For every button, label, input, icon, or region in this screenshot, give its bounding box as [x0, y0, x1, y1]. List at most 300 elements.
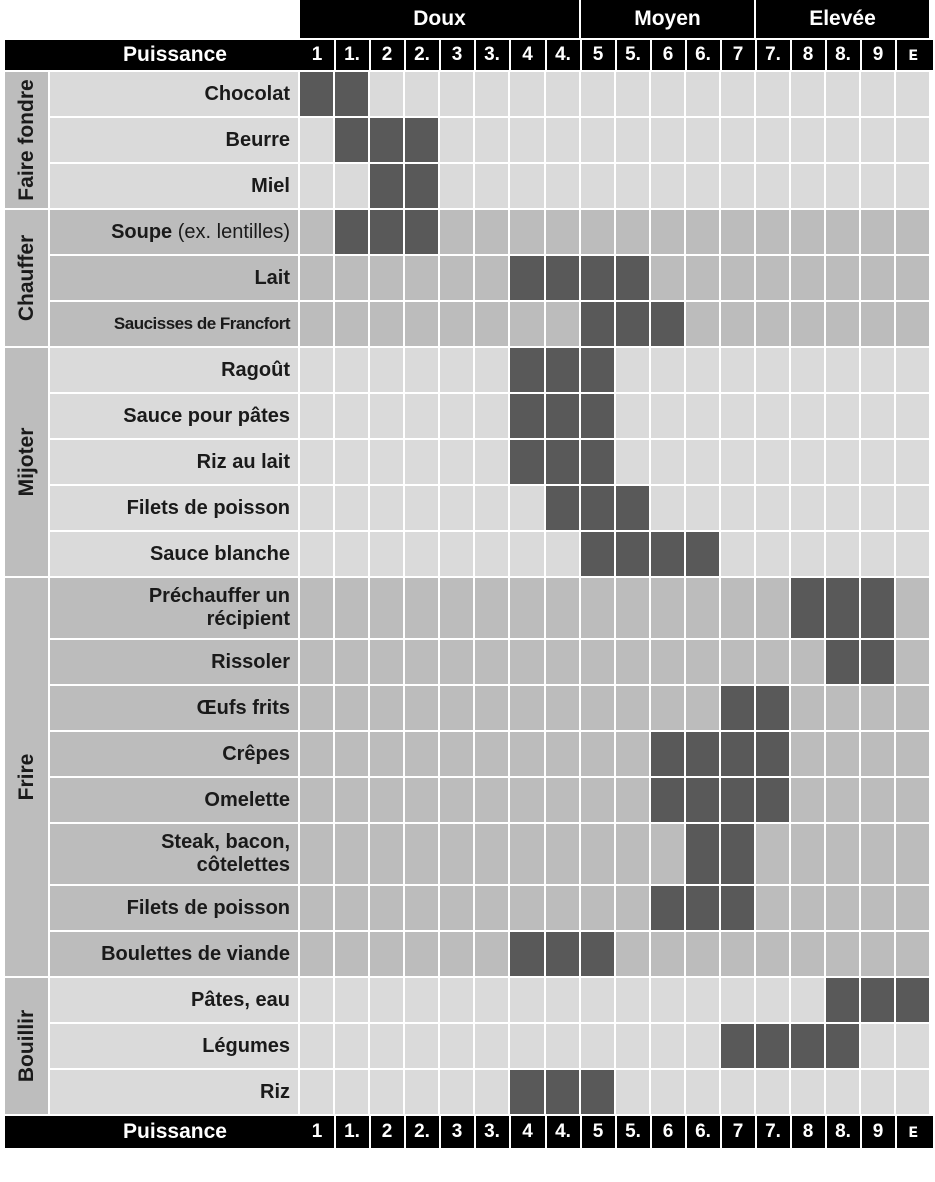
power-cell [861, 1070, 894, 1114]
food-name: Steak, bacon, [161, 831, 290, 853]
power-cell [581, 210, 614, 254]
power-cell-filled [616, 532, 649, 576]
power-cell [405, 532, 438, 576]
power-cell [546, 118, 579, 162]
power-cell-filled [756, 778, 789, 822]
power-cell [475, 532, 508, 576]
power-cell [721, 440, 754, 484]
food-label [50, 640, 298, 684]
power-cell [721, 640, 754, 684]
power-cell [510, 640, 544, 684]
power-cell [826, 210, 859, 254]
power-level-label: 3. [484, 44, 500, 65]
power-cell-filled [405, 118, 438, 162]
power-cell [546, 578, 579, 638]
power-level-label: 8 [802, 1121, 814, 1142]
power-cell [616, 348, 649, 392]
power-cell [651, 1024, 684, 1068]
power-level-label: 9 [872, 44, 884, 65]
power-cell [616, 164, 649, 208]
food-label-line [197, 697, 290, 720]
power-cell [440, 486, 473, 530]
food-label-line [114, 314, 290, 334]
power-cell [791, 778, 824, 822]
power-cell [300, 210, 333, 254]
power-cell [475, 348, 508, 392]
food-name: Boulettes de viande [101, 942, 290, 965]
power-cell [861, 394, 894, 438]
power-cell [721, 118, 754, 162]
power-cell [475, 256, 508, 300]
power-level-label: 4 [522, 1121, 533, 1142]
power-cell [651, 486, 684, 530]
power-cell [546, 686, 579, 730]
power-cell [300, 302, 333, 346]
power-cell [651, 348, 684, 392]
power-cell [791, 164, 824, 208]
power-cell [335, 732, 368, 776]
power-level-label: ᴇ [908, 1121, 918, 1142]
power-cell-filled [616, 256, 649, 300]
power-cell [300, 394, 333, 438]
power-cell [756, 1070, 789, 1114]
power-cell [475, 886, 508, 930]
food-label-line [221, 359, 290, 382]
power-level-label: 6 [662, 44, 674, 65]
power-cell [721, 164, 754, 208]
power-cell [300, 932, 333, 976]
power-cell [756, 824, 789, 884]
power-cell [686, 1024, 719, 1068]
category-label: Frire [14, 753, 38, 801]
power-cell [721, 532, 754, 576]
power-level-label: 4. [555, 44, 571, 65]
power-cell [440, 978, 473, 1022]
power-cell [896, 532, 929, 576]
power-level-label: 1 [311, 1121, 323, 1142]
food-name: Beurre [225, 128, 290, 151]
power-cell-filled [510, 1070, 544, 1114]
power-cell [651, 256, 684, 300]
food-label [50, 302, 298, 346]
food-label [50, 72, 298, 116]
power-cell [896, 778, 929, 822]
power-cell [405, 978, 438, 1022]
power-cell-filled [510, 348, 544, 392]
power-cell [510, 486, 544, 530]
power-level-label: 4. [555, 1121, 571, 1142]
power-cell [686, 302, 719, 346]
power-cell [826, 440, 859, 484]
power-cell [510, 824, 544, 884]
power-cell [896, 72, 929, 116]
power-cell [791, 532, 824, 576]
power-cell [791, 486, 824, 530]
power-cell [721, 578, 754, 638]
power-cell [405, 886, 438, 930]
power-cell-filled [510, 394, 544, 438]
food-name: Filets de poisson [126, 896, 290, 919]
power-cell [616, 72, 649, 116]
power-cell [581, 778, 614, 822]
power-cell [510, 686, 544, 730]
power-cell-filled [581, 440, 614, 484]
power-cell [475, 778, 508, 822]
power-cell [756, 978, 789, 1022]
food-note: (ex. lentilles) [172, 220, 290, 243]
power-level-label: ᴇ [908, 44, 918, 65]
power-cell [686, 486, 719, 530]
food-label-line [226, 129, 290, 152]
power-level-label: 6. [695, 1121, 711, 1142]
power-cell [440, 1024, 473, 1068]
power-cell [756, 886, 789, 930]
power-cell [370, 886, 403, 930]
power-cell [861, 824, 894, 884]
power-cell [440, 348, 473, 392]
power-cell [896, 886, 929, 930]
power-cell-filled [756, 1024, 789, 1068]
power-cell [475, 440, 508, 484]
power-cell [616, 1070, 649, 1114]
power-cell-filled [546, 932, 579, 976]
power-cell [475, 686, 508, 730]
power-cell [440, 824, 473, 884]
food-name: Soupe [111, 220, 173, 243]
power-cell [651, 640, 684, 684]
power-cell [440, 1070, 473, 1114]
power-cell [616, 578, 649, 638]
power-level-label: 5 [592, 1121, 604, 1142]
power-cell [300, 348, 333, 392]
food-label [50, 532, 298, 576]
power-cell [510, 210, 544, 254]
power-cell-filled [581, 532, 614, 576]
power-cell [335, 394, 368, 438]
power-cell [300, 164, 333, 208]
food-label-line [251, 175, 290, 198]
power-cell [616, 210, 649, 254]
power-cell [616, 394, 649, 438]
power-cell [721, 486, 754, 530]
power-level-label: 2. [414, 44, 430, 65]
power-cell [405, 778, 438, 822]
power-cell [475, 210, 508, 254]
power-cell [405, 440, 438, 484]
power-cell-filled [861, 578, 894, 638]
food-label [50, 256, 298, 300]
power-cell [791, 210, 824, 254]
food-label [50, 348, 298, 392]
food-name: Lait [254, 266, 290, 289]
power-cell [405, 486, 438, 530]
power-cell [335, 932, 368, 976]
power-cell [546, 824, 579, 884]
power-level-label: 8. [835, 1121, 851, 1142]
power-cell [826, 118, 859, 162]
power-cell [896, 256, 929, 300]
power-cell [756, 640, 789, 684]
power-cell [896, 824, 929, 884]
food-label-line [204, 83, 290, 106]
power-cell-filled [370, 164, 403, 208]
power-cell [475, 1070, 508, 1114]
power-cell-filled [546, 1070, 579, 1114]
power-cell [440, 778, 473, 822]
power-cell [405, 932, 438, 976]
power-cell [440, 640, 473, 684]
power-cell [896, 578, 929, 638]
power-cell [861, 72, 894, 116]
power-cell [686, 978, 719, 1022]
power-cell [335, 1070, 368, 1114]
power-cell [335, 440, 368, 484]
power-cell [475, 932, 508, 976]
power-cell [440, 210, 473, 254]
power-cell [405, 640, 438, 684]
power-cell [475, 640, 508, 684]
power-cell [546, 72, 579, 116]
power-cell [300, 824, 333, 884]
power-cell [791, 302, 824, 346]
power-cell-filled [581, 394, 614, 438]
power-cell-filled [686, 886, 719, 930]
power-cell [370, 778, 403, 822]
food-label-line [197, 451, 290, 474]
power-cell [686, 1070, 719, 1114]
food-label [50, 778, 298, 822]
power-cell [651, 164, 684, 208]
power-cell-filled [721, 778, 754, 822]
power-cell [370, 440, 403, 484]
power-cell-filled [686, 732, 719, 776]
power-level-label: 5. [625, 44, 641, 65]
power-cell [335, 824, 368, 884]
power-level-label: 7. [765, 44, 781, 65]
food-label-line [161, 831, 290, 854]
power-cell [826, 302, 859, 346]
power-cell [546, 732, 579, 776]
power-cell [896, 210, 929, 254]
food-label-line [127, 897, 290, 920]
food-name: Crêpes [222, 742, 290, 765]
power-cell [475, 394, 508, 438]
power-cell-filled [581, 1070, 614, 1114]
food-label-line [260, 1081, 290, 1104]
power-cell [405, 72, 438, 116]
power-level-label: 9 [872, 1121, 884, 1142]
food-label [50, 210, 298, 254]
power-cell [335, 532, 368, 576]
power-cell [651, 440, 684, 484]
power-cell [510, 72, 544, 116]
power-cell [300, 532, 333, 576]
power-cell [686, 210, 719, 254]
power-cell [405, 732, 438, 776]
power-cell [581, 978, 614, 1022]
power-cell-filled [826, 978, 859, 1022]
power-cell-filled [721, 824, 754, 884]
power-cell [440, 886, 473, 930]
food-label-line [204, 789, 290, 812]
power-cell [756, 72, 789, 116]
power-cell [581, 118, 614, 162]
power-cell [370, 302, 403, 346]
power-cell [335, 640, 368, 684]
power-cell [300, 256, 333, 300]
power-cell [370, 978, 403, 1022]
power-cell [651, 578, 684, 638]
power-cell [510, 164, 544, 208]
power-cell [370, 486, 403, 530]
power-cell [686, 164, 719, 208]
power-cell [651, 932, 684, 976]
power-cell [896, 1070, 929, 1114]
power-cell [510, 532, 544, 576]
power-cell-filled [721, 732, 754, 776]
power-cell [896, 486, 929, 530]
power-cell-filled [791, 578, 824, 638]
power-cell [721, 1070, 754, 1114]
power-cell-filled [826, 640, 859, 684]
power-cell [861, 486, 894, 530]
power-cell [651, 118, 684, 162]
power-level-label: 5. [625, 1121, 641, 1142]
power-cell [370, 640, 403, 684]
food-label [50, 1070, 298, 1114]
power-cell [756, 302, 789, 346]
food-label [50, 578, 298, 638]
power-cell [791, 686, 824, 730]
power-cell [791, 394, 824, 438]
power-cell-filled [581, 348, 614, 392]
power-level-label: 5 [592, 44, 604, 65]
power-cell-filled [370, 118, 403, 162]
level-group-label: Moyen [634, 7, 701, 30]
power-cell [756, 348, 789, 392]
power-cell [405, 824, 438, 884]
power-cell [616, 1024, 649, 1068]
power-cell [335, 578, 368, 638]
power-cell [861, 532, 894, 576]
food-label-line [111, 221, 290, 244]
power-cell [440, 732, 473, 776]
power-cell [475, 978, 508, 1022]
power-level-label: 7 [732, 1121, 744, 1142]
power-cell [510, 886, 544, 930]
power-level-label: 3 [451, 1121, 463, 1142]
power-cell [510, 978, 544, 1022]
power-cell [405, 578, 438, 638]
power-cell [826, 824, 859, 884]
food-name: Miel [251, 174, 290, 197]
power-cell [686, 394, 719, 438]
power-cell-filled [581, 302, 614, 346]
power-label-bottom: Puissance [123, 1120, 227, 1143]
food-name: Riz [260, 1080, 290, 1103]
power-cell [826, 394, 859, 438]
power-cell [861, 256, 894, 300]
power-cell [405, 686, 438, 730]
category-label: Chauffer [14, 234, 38, 322]
power-cell-filled [861, 640, 894, 684]
food-label [50, 886, 298, 930]
power-cell [440, 302, 473, 346]
power-cell [616, 732, 649, 776]
power-level-label: 6 [662, 1121, 674, 1142]
power-cell [370, 1070, 403, 1114]
power-cell [686, 932, 719, 976]
food-name: Rissoler [211, 650, 290, 673]
power-cell-filled [300, 72, 333, 116]
power-cell [440, 440, 473, 484]
power-cell [756, 394, 789, 438]
power-cell [686, 118, 719, 162]
power-cell [440, 72, 473, 116]
power-level-label: 8. [835, 44, 851, 65]
power-cell [475, 1024, 508, 1068]
food-label-line [149, 585, 290, 608]
food-label [50, 1024, 298, 1068]
power-cell [896, 302, 929, 346]
food-name: Œufs frits [196, 696, 290, 719]
power-cell [546, 164, 579, 208]
food-name: Légumes [202, 1034, 290, 1057]
power-cell [510, 1024, 544, 1068]
power-level-label: 1. [344, 44, 360, 65]
power-cell [370, 256, 403, 300]
power-cell [510, 778, 544, 822]
power-cell [616, 932, 649, 976]
power-cell-filled [335, 210, 368, 254]
power-cell [370, 686, 403, 730]
power-cell [581, 732, 614, 776]
power-cell [440, 118, 473, 162]
power-cell [440, 578, 473, 638]
power-cell [791, 640, 824, 684]
power-cell [370, 394, 403, 438]
power-cell-filled [896, 978, 929, 1022]
power-cell [721, 302, 754, 346]
power-cell [440, 256, 473, 300]
food-label [50, 824, 298, 884]
power-cell [791, 118, 824, 162]
power-cell [686, 440, 719, 484]
power-cell [756, 164, 789, 208]
power-cell [581, 640, 614, 684]
power-cell-filled [546, 440, 579, 484]
power-cell [405, 394, 438, 438]
power-cell [791, 440, 824, 484]
food-label [50, 978, 298, 1022]
power-cell [616, 978, 649, 1022]
power-cell [721, 72, 754, 116]
power-cell [546, 532, 579, 576]
power-cell [861, 210, 894, 254]
power-cell-filled [370, 210, 403, 254]
power-cell [581, 1024, 614, 1068]
power-cell-filled [581, 486, 614, 530]
power-cell [896, 440, 929, 484]
power-cell [756, 532, 789, 576]
food-name: Pâtes, eau [191, 988, 290, 1011]
power-level-label: 1. [344, 1121, 360, 1142]
power-cell [440, 932, 473, 976]
food-name: Filets de poisson [126, 496, 290, 519]
power-cell [546, 210, 579, 254]
power-cell [510, 578, 544, 638]
food-label [50, 118, 298, 162]
